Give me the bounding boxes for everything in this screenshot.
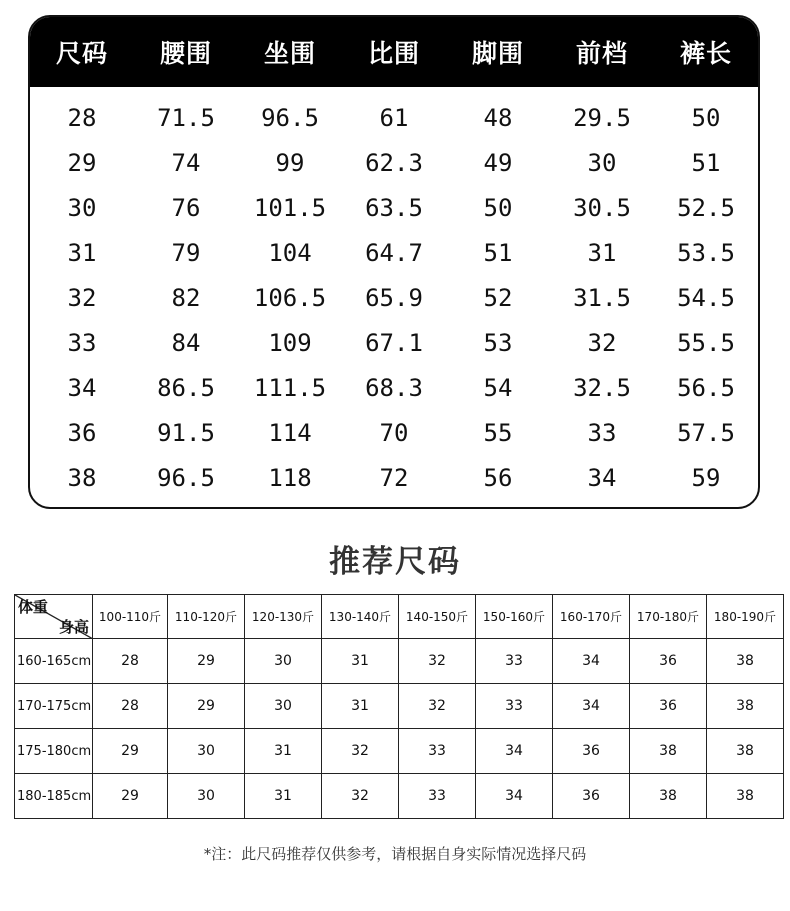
recommended-size-cell: 38 [630, 729, 707, 774]
size-chart-cell: 118 [268, 463, 312, 492]
height-range-header: 170-175cm [15, 684, 93, 729]
size-chart-row [30, 455, 758, 500]
recommend-header-row [15, 595, 784, 639]
size-chart-cell: 29 [67, 148, 97, 177]
size-chart-cell: 34 [67, 373, 97, 402]
size-chart-cell: 84 [171, 328, 201, 357]
size-chart-cell: 64.7 [365, 238, 423, 267]
weight-range-header: 150-160斤 [476, 595, 553, 639]
size-chart-cell: 51 [691, 148, 721, 177]
recommend-title: 推荐尺码 [329, 544, 461, 580]
size-chart-cell: 96.5 [157, 463, 215, 492]
corner-header-cell [15, 595, 93, 639]
weight-range-header: 170-180斤 [630, 595, 707, 639]
size-chart-cell: 29.5 [573, 103, 631, 132]
size-chart-cell: 101.5 [253, 193, 327, 222]
recommend-row [15, 729, 784, 774]
size-chart-row [30, 410, 758, 455]
size-chart-cell: 91.5 [157, 418, 215, 447]
weight-range-header: 110-120斤 [168, 595, 245, 639]
size-chart-header [30, 17, 758, 87]
size-chart-cell: 49 [483, 148, 513, 177]
recommended-size-cell: 36 [630, 639, 707, 684]
size-chart-cell: 53.5 [677, 238, 735, 267]
size-chart-column-header: 腰围 [159, 39, 212, 68]
size-chart-cell: 32 [67, 283, 97, 312]
size-chart-cell: 36 [67, 418, 97, 447]
size-chart-cell: 70 [379, 418, 409, 447]
size-chart-cell: 54 [483, 373, 513, 402]
size-chart-column-header: 尺码 [55, 39, 108, 68]
size-chart-cell: 30 [587, 148, 617, 177]
recommend-row [15, 684, 784, 729]
recommended-size-cell: 31 [322, 639, 399, 684]
recommended-size-cell: 33 [399, 774, 476, 819]
size-chart-cell: 111.5 [253, 373, 327, 402]
recommended-size-cell: 29 [93, 729, 168, 774]
size-chart-row [30, 365, 758, 410]
size-chart-row [30, 320, 758, 365]
size-chart-cell: 86.5 [157, 373, 215, 402]
recommended-size-cell: 32 [399, 684, 476, 729]
recommended-size-cell: 29 [93, 774, 168, 819]
recommended-size-cell: 31 [322, 684, 399, 729]
size-chart-cell: 68.3 [365, 373, 423, 402]
size-chart-column-header: 裤长 [679, 39, 732, 68]
recommended-size-cell: 31 [245, 729, 322, 774]
size-chart-cell: 54.5 [677, 283, 735, 312]
size-chart-cell: 31.5 [573, 283, 631, 312]
recommended-size-cell: 28 [93, 639, 168, 684]
size-chart-cell: 51 [483, 238, 513, 267]
recommended-size-cell: 29 [168, 639, 245, 684]
recommended-size-cell: 38 [707, 684, 784, 729]
weight-range-header: 140-150斤 [399, 595, 476, 639]
size-chart-cell: 79 [171, 238, 201, 267]
size-chart-cell: 33 [67, 328, 97, 357]
recommended-size-cell: 28 [93, 684, 168, 729]
size-chart-row [30, 140, 758, 185]
size-chart-cell: 55.5 [677, 328, 735, 357]
recommend-size-table [14, 594, 784, 819]
size-chart-row [30, 230, 758, 275]
recommended-size-cell: 30 [245, 639, 322, 684]
size-chart-cell: 65.9 [365, 283, 423, 312]
recommended-size-cell: 30 [168, 774, 245, 819]
recommended-size-cell: 31 [245, 774, 322, 819]
size-chart-cell: 28 [67, 103, 97, 132]
size-chart-cell: 55 [483, 418, 513, 447]
size-chart-cell: 53 [483, 328, 513, 357]
recommend-row [15, 639, 784, 684]
weight-range-header: 100-110斤 [93, 595, 168, 639]
size-chart-cell: 74 [171, 148, 201, 177]
size-chart-cell: 72 [379, 463, 409, 492]
size-chart-cell: 52 [483, 283, 513, 312]
size-chart-cell: 99 [275, 148, 305, 177]
recommend-row [15, 774, 784, 819]
size-chart-cell: 63.5 [365, 193, 423, 222]
size-chart-cell: 67.1 [365, 328, 423, 357]
size-chart-cell: 82 [171, 283, 201, 312]
size-chart-cell: 96.5 [261, 103, 319, 132]
size-chart-cell: 71.5 [157, 103, 215, 132]
weight-axis-label: 体重 [18, 598, 49, 616]
size-chart-cell: 32 [587, 328, 617, 357]
size-chart-cell: 30.5 [573, 193, 631, 222]
size-chart-cell: 62.3 [365, 148, 423, 177]
recommended-size-cell: 33 [476, 684, 553, 729]
size-chart-cell: 52.5 [677, 193, 735, 222]
recommended-size-cell: 36 [630, 684, 707, 729]
recommended-size-cell: 38 [630, 774, 707, 819]
recommended-size-cell: 34 [476, 774, 553, 819]
recommended-size-cell: 34 [476, 729, 553, 774]
size-chart-column-header: 脚围 [471, 39, 524, 68]
size-chart-cell: 109 [268, 328, 312, 357]
size-chart-cell: 34 [587, 463, 617, 492]
recommended-size-cell: 30 [245, 684, 322, 729]
disclaimer-note: *注：此尺码推荐仅供参考，请根据自身实际情况选择尺码 [203, 845, 587, 863]
size-chart-cell: 50 [483, 193, 513, 222]
size-chart-cell: 50 [691, 103, 721, 132]
height-axis-label: 身高 [58, 618, 89, 636]
size-chart-table [28, 15, 760, 509]
size-chart-column-header: 前档 [575, 39, 628, 68]
size-chart-cell: 31 [587, 238, 617, 267]
recommended-size-cell: 34 [553, 639, 630, 684]
size-chart-cell: 57.5 [677, 418, 735, 447]
size-chart-cell: 106.5 [253, 283, 327, 312]
size-chart-cell: 48 [483, 103, 513, 132]
size-chart-body [30, 95, 758, 500]
size-chart-row [30, 95, 758, 140]
size-chart-cell: 61 [379, 103, 409, 132]
height-range-header: 180-185cm [15, 774, 93, 819]
size-chart-row [30, 185, 758, 230]
recommended-size-cell: 36 [553, 729, 630, 774]
size-chart-column-header: 坐围 [263, 39, 316, 68]
size-chart-cell: 32.5 [573, 373, 631, 402]
recommended-size-cell: 32 [322, 774, 399, 819]
recommended-size-cell: 38 [707, 639, 784, 684]
height-range-header: 175-180cm [15, 729, 93, 774]
size-chart-cell: 56.5 [677, 373, 735, 402]
size-chart-cell: 38 [67, 463, 97, 492]
recommended-size-cell: 33 [476, 639, 553, 684]
weight-range-header: 180-190斤 [707, 595, 784, 639]
recommended-size-cell: 38 [707, 774, 784, 819]
weight-range-header: 160-170斤 [553, 595, 630, 639]
recommended-size-cell: 34 [553, 684, 630, 729]
recommended-size-cell: 33 [399, 729, 476, 774]
recommended-size-cell: 38 [707, 729, 784, 774]
recommended-size-cell: 32 [322, 729, 399, 774]
size-chart-cell: 30 [67, 193, 97, 222]
recommended-size-cell: 29 [168, 684, 245, 729]
recommended-size-cell: 32 [399, 639, 476, 684]
size-chart-cell: 76 [171, 193, 201, 222]
size-chart-cell: 114 [268, 418, 312, 447]
size-chart-row [30, 275, 758, 320]
weight-range-header: 130-140斤 [322, 595, 399, 639]
recommended-size-cell: 36 [553, 774, 630, 819]
size-chart-cell: 31 [67, 238, 97, 267]
size-chart-column-header: 比围 [367, 39, 420, 68]
size-chart-cell: 56 [483, 463, 513, 492]
height-range-header: 160-165cm [15, 639, 93, 684]
recommended-size-cell: 30 [168, 729, 245, 774]
size-chart-cell: 59 [691, 463, 721, 492]
size-chart-cell: 104 [268, 238, 312, 267]
weight-range-header: 120-130斤 [245, 595, 322, 639]
size-chart-cell: 33 [587, 418, 617, 447]
